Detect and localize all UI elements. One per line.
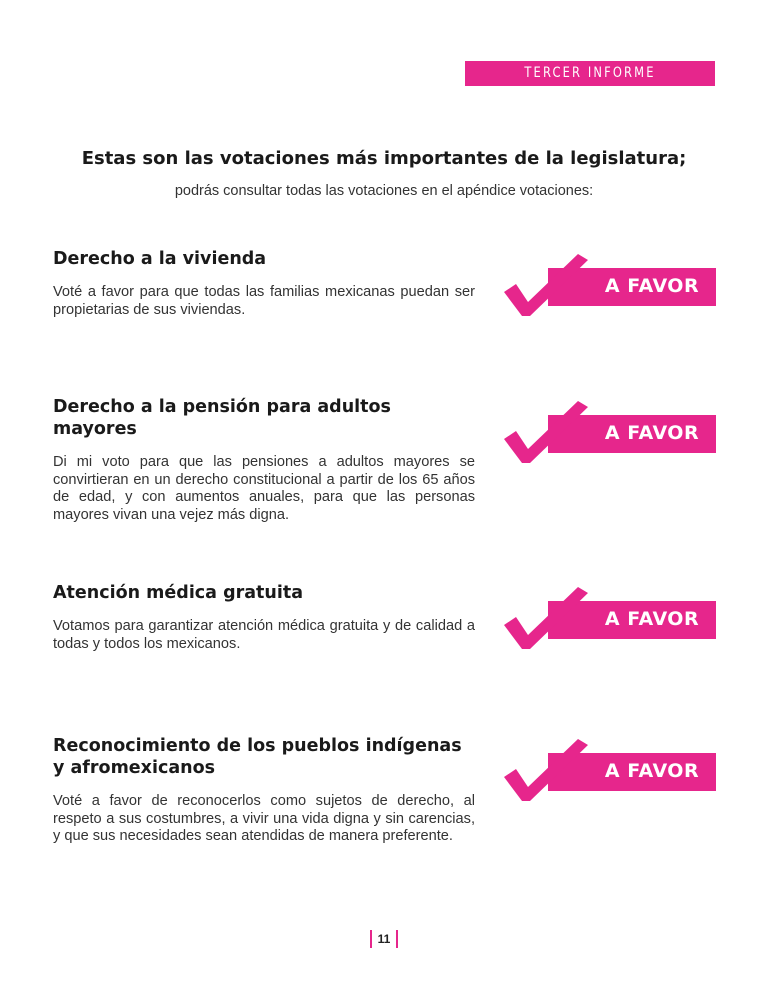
- section-title: Reconocimiento de los pueblos indígenas y afromexicanos: [53, 736, 462, 778]
- vote-label: A FAVOR: [604, 275, 700, 297]
- section-title: Atención médica gratuita: [53, 583, 304, 603]
- header-banner: [465, 61, 715, 106]
- section-title: Derecho a la vivienda: [53, 249, 267, 269]
- vote-badge: [504, 401, 716, 467]
- vote-section: [53, 396, 475, 524]
- page-number-divider: [396, 930, 398, 948]
- vote-section: [53, 735, 475, 846]
- vote-label: A FAVOR: [604, 760, 700, 782]
- vote-section: [53, 582, 475, 653]
- vote-badge: [504, 254, 716, 320]
- vote-label: A FAVOR: [604, 608, 700, 630]
- section-body: Voté a favor de reconocerlos como sujetos de derecho, al respeto a sus costumbres, a vivir una vida digna y sin carencias, y que sus necesidades sean atendidas de manera preferente.: [53, 793, 475, 844]
- vote-section: [53, 248, 475, 319]
- intro-subtitle: podrás consultar todas las votaciones en el apéndice votaciones:: [174, 183, 594, 199]
- section-body: Voté a favor para que todas las familias mexicanas puedan ser propietarias de sus viviendas.: [53, 284, 475, 318]
- page-number-text: 11: [377, 932, 391, 946]
- page-number: [370, 930, 398, 948]
- section-body: Votamos para garantizar atención médica gratuita y de calidad a todas y todos los mexicanos.: [53, 618, 475, 652]
- section-body: Di mi voto para que las pensiones a adultos mayores se convirtieran en un derecho constitucional a partir de los 65 años de edad, y con aumentos anuales, para que las personas mayores vivan una vejez más digna.: [53, 454, 475, 523]
- vote-label: A FAVOR: [604, 422, 700, 444]
- vote-badge: [504, 587, 716, 653]
- intro-title: Estas son las votaciones más importantes de la legislatura;: [81, 148, 687, 169]
- header-banner-text: TERCER INFORME LEGISLATIVO: [524, 65, 656, 106]
- page-number-divider: [370, 930, 372, 948]
- section-title: Derecho a la pensión para adultos mayores: [53, 397, 391, 439]
- vote-badge: [504, 739, 716, 805]
